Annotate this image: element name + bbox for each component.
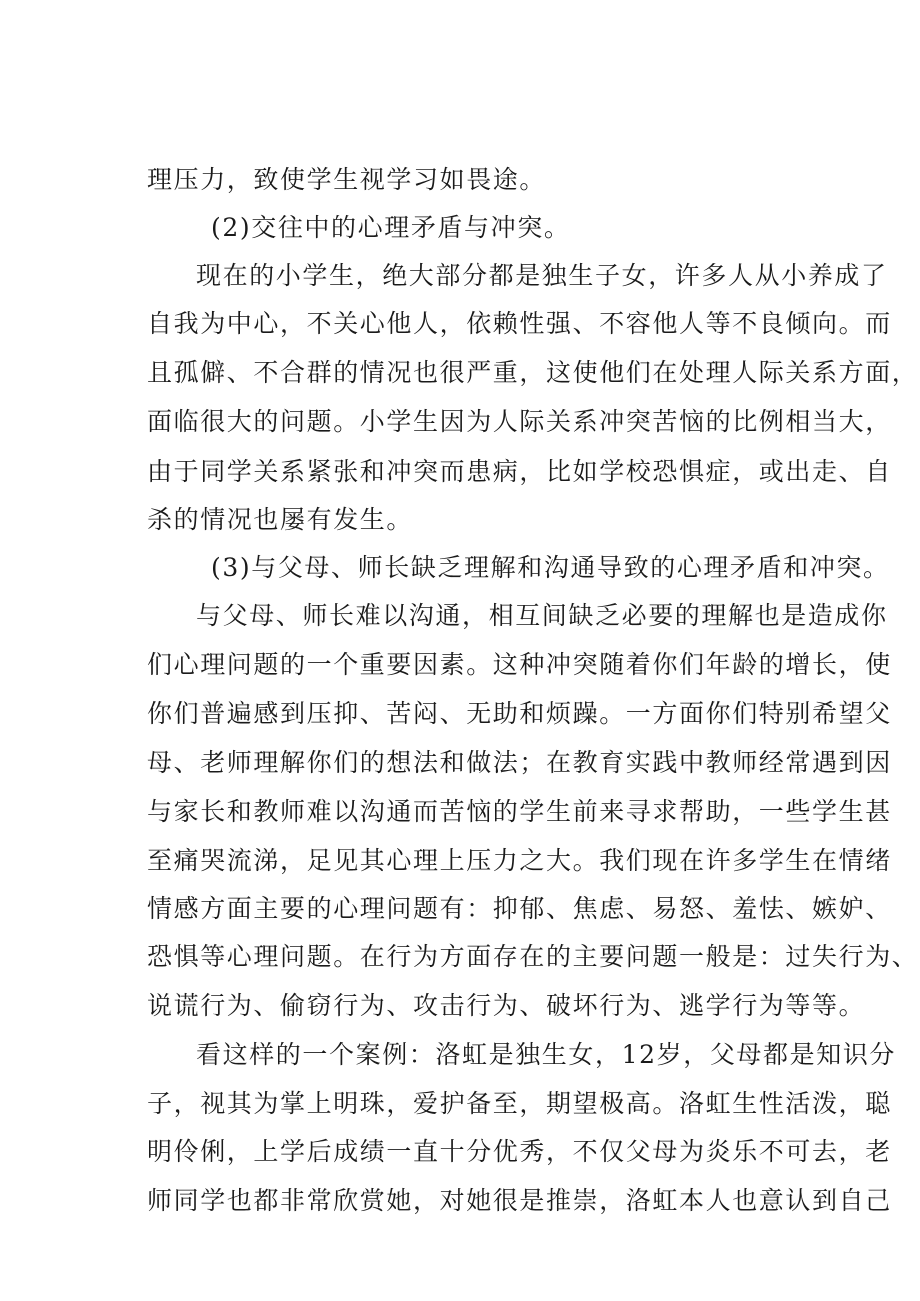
text-line: 子，视其为掌上明珠，爱护备至，期望极高。洛虹生性活泼，聪 [147,1089,892,1118]
text-line: 看这样的一个案例：洛虹是独生女，12岁，父母都是知识分 [196,1040,897,1069]
text-line: 母、老师理解你们的想法和做法；在教育实践中教师经常遇到因 [147,748,892,777]
section-heading-2: (2)交往中的心理矛盾与冲突。 [211,213,571,242]
text-line: 师同学也都非常欣赏她，对她很是推崇，洛虹本人也意认到自己 [147,1186,892,1215]
text-line: 至痛哭流涕，足见其心理上压力之大。我们现在许多学生在情绪 [147,846,892,875]
text-line: 恐惧等心理问题。在行为方面存在的主要问题一般是：过失行为、 [147,942,919,971]
text-line: 由于同学关系紧张和冲突而患病，比如学校恐惧症，或出走、自 [147,457,892,486]
section-heading-3: (3)与父母、师长缺乏理解和沟通导致的心理矛盾和冲突。 [211,553,890,582]
text-line: 杀的情况也屡有发生。 [147,505,414,534]
text-line: 理压力，致使学生视学习如畏途。 [147,165,547,194]
text-line: 现在的小学生，绝大部分都是独生子女，许多人从小养成了 [196,261,888,290]
text-line: 你们普遍感到压抑、苦闷、无助和烦躁。一方面你们特别希望父 [147,699,892,728]
text-line: 与家长和教师难以沟通而苦恼的学生前来寻求帮助，一些学生甚 [147,797,892,826]
text-line: 明伶俐，上学后成绩一直十分优秀，不仅父母为炎乐不可去，老 [147,1137,892,1166]
text-line: 自我为中心，不关心他人，依赖性强、不容他人等不良倾向。而 [147,309,892,338]
text-line: 们心理问题的一个重要因素。这种冲突随着你们年龄的增长，使 [147,650,892,679]
text-line: 与父母、师长难以沟通，相互间缺乏必要的理解也是造成你 [196,601,888,630]
text-line: 面临很大的问题。小学生因为人际关系冲突苦恼的比例相当大， [147,407,892,436]
text-line: 情感方面主要的心理问题有：抑郁、焦虑、易怒、羞怯、嫉妒、 [147,894,892,923]
text-line: 且孤僻、不合群的情况也很严重，这使他们在处理人际关系方面， [147,358,919,387]
text-line: 说谎行为、偷窃行为、攻击行为、破坏行为、逃学行为等等。 [147,991,866,1020]
